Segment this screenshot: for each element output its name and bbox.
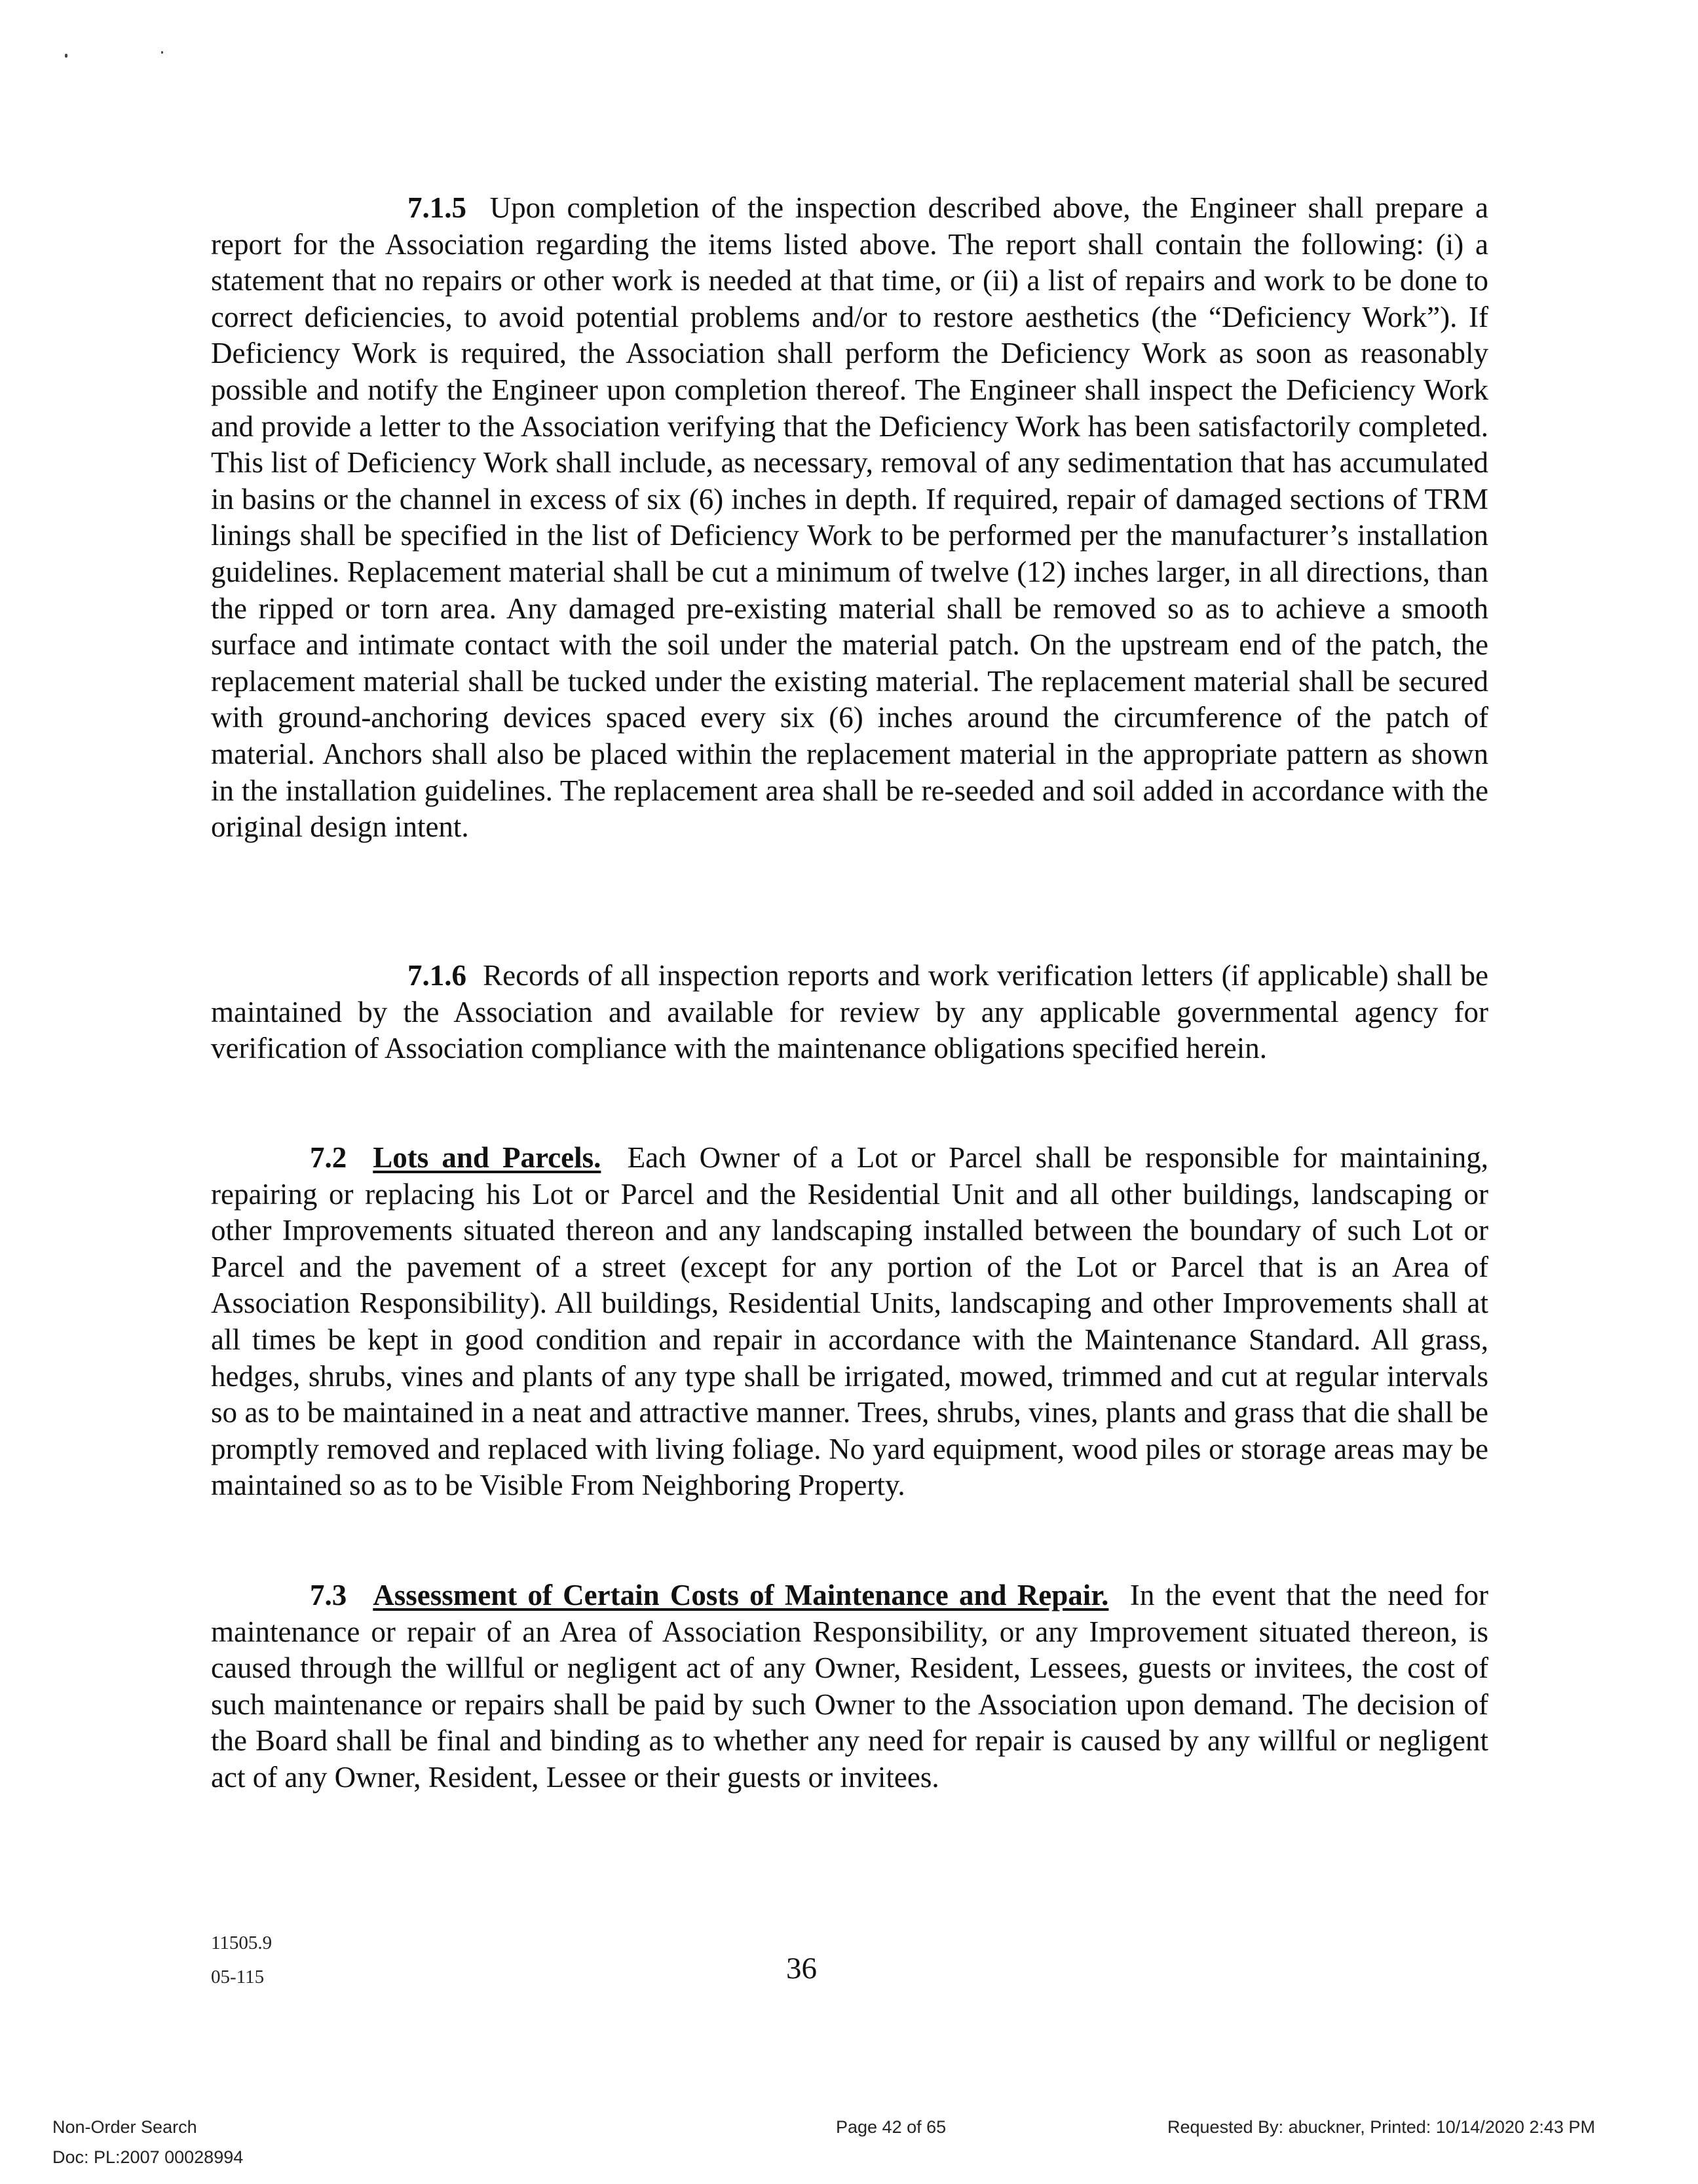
section-number: 7.1.5 <box>407 191 466 224</box>
section-heading: Assessment of Certain Costs of Maintenance and Repair. <box>373 1579 1109 1611</box>
section-number: 7.1.6 <box>407 959 466 992</box>
doc-id-stamp: Doc: PL:2007 00028994 <box>52 2147 244 2167</box>
section-number: 7.3 <box>310 1579 347 1611</box>
page-count-stamp: Page 42 of 65 <box>836 2117 947 2137</box>
section-7-1-5 <box>211 190 1488 846</box>
page-number: 36 <box>786 1951 817 1986</box>
section-text: Each Owner of a Lot or Parcel shall be responsible for maintaining, repairing or replacing his Lot or Parcel and the Residential Unit and all other buildings, landscaping or other Improvements situated thereon and any landscaping installed between the boundary of such Lot or Parcel and the pavement of a street (except for any portion of the Lot or Parcel that is an Area of Association Responsibility). All buildings, Residential Units, landscaping and other Improvements shall at all times be kept in good condition and repair in accordance with the Maintenance Standard. All grass, hedges, shrubs, vines and plants of any type shall be irrigated, mowed, trimmed and cut at regular intervals so as to be maintained in a neat and attractive manner. Trees, shrubs, vines, plants and grass that die shall be promptly removed and replaced with living foliage. No yard equipment, wood piles or storage areas may be maintained so as to be Visible From Neighboring Property. <box>211 1141 1489 1502</box>
scan-speck <box>161 51 163 54</box>
section-heading: Lots and Parcels. <box>373 1141 601 1174</box>
section-7-2 <box>211 1140 1488 1504</box>
section-text: Records of all inspection reports and work verification letters (if applicable) shall be maintained by the Association and available for review by any applicable governmental agency for verification of Association compliance with the maintenance obligations specified herein. <box>211 959 1488 1065</box>
section-number: 7.2 <box>310 1141 347 1174</box>
requested-by-stamp: Requested By: abuckner, Printed: 10/14/2020 2:43 PM <box>1167 2117 1595 2137</box>
section-7-3 <box>211 1577 1488 1796</box>
scan-speck <box>65 54 67 58</box>
document-reference-code: 05-115 <box>211 1967 265 1987</box>
section-text: Upon completion of the inspection described above, the Engineer shall prepare a report for the Association regarding the items listed above. The report shall contain the following: (i) a statement that no repairs or other work is needed at that time, or (ii) a list of repairs and work to be done to correct deficiencies, to avoid potential problems and/or to restore aesthetics (the “Deficiency Work”). If Deficiency Work is required, the Association shall perform the Deficiency Work as soon as reasonably possible and notify the Engineer upon completion thereof. The Engineer shall inspect the Deficiency Work and provide a letter to the Association verifying that the Deficiency Work has been satisfactorily completed. This list of Deficiency Work shall include, as necessary, removal of any sedimentation that has accumulated in basins or the channel in excess of six (6) inches in depth. If required, repair of damaged sections of TRM linings shall be specified in the list of Deficiency Work to be performed per the manufacturer’s installation guidelines. Replacement material shall be cut a minimum of twelve (12) inches larger, in all directions, than the ripped or torn area. Any damaged pre-existing material shall be removed so as to achieve a smooth surface and intimate contact with the soil under the material patch. On the upstream end of the patch, the replacement material shall be tucked under the existing material. The replacement material shall be secured with ground-anchoring devices spaced every six (6) inches around the circumference of the patch of material. Anchors shall also be placed within the replacement material in the appropriate pattern as shown in the installation guidelines. The replacement area shall be re-seeded and soil added in accordance with the original design intent. <box>211 191 1488 844</box>
document-reference-number: 11505.9 <box>211 1932 273 1953</box>
search-type-stamp: Non-Order Search <box>52 2117 197 2137</box>
section-text: In the event that the need for maintenance or repair of an Area of Association Responsibility, or any Improvement situated thereon, is caused through the willful or negligent act of any Owner, Resident, Lessees, guests or invitees, the cost of such maintenance or repairs shall be paid by such Owner to the Association upon demand. The decision of the Board shall be final and binding as to whether any need for repair is caused by any willful or negligent act of any Owner, Resident, Lessee or their guests or invitees. <box>211 1579 1489 1794</box>
section-7-1-6 <box>211 958 1488 1067</box>
